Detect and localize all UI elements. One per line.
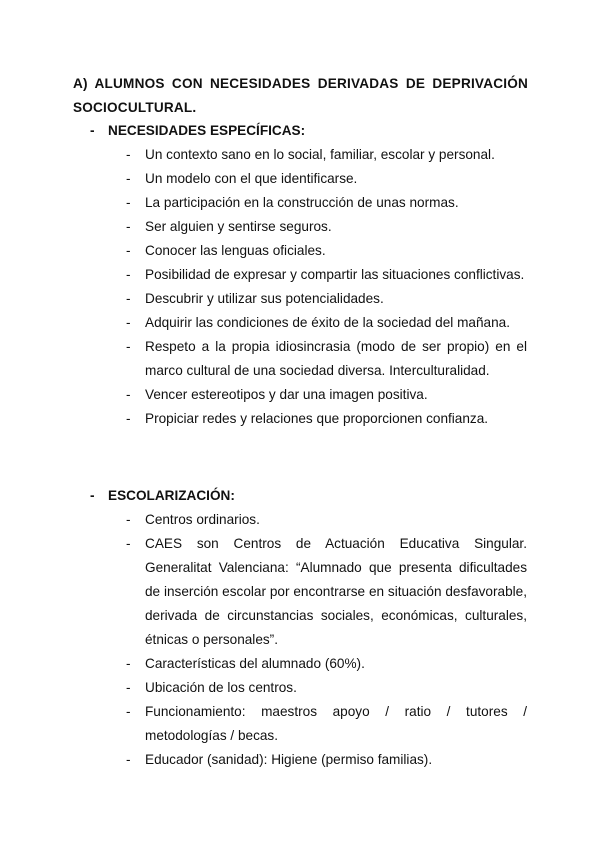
list-item bbox=[0, 652, 527, 676]
section-title: ESCOLARIZACIÓN: bbox=[108, 488, 235, 503]
list-bullet: - bbox=[126, 656, 131, 671]
list-bullet: - bbox=[126, 171, 131, 186]
list-item-text: CAES son Centros de Actuación Educativa Singular. Generalitat Valenciana: “Alumnado que presenta dificultades de inserción escolar por encontrarse en situación desfavorable, derivada de circunstancias sociales, económicas, culturales, étnicas o personales”. bbox=[145, 536, 527, 647]
list-item-text: Un contexto sano en lo social, familiar, escolar y personal. bbox=[145, 147, 495, 162]
list-item-text: Respeto a la propia idiosincrasia (modo de ser propio) en el marco cultural de una sociedad diversa. Interculturalidad. bbox=[145, 339, 527, 378]
list-item-text: Posibilidad de expresar y compartir las situaciones conflictivas. bbox=[145, 267, 525, 282]
section-title: NECESIDADES ESPECÍFICAS: bbox=[108, 123, 306, 138]
list-item-text: Conocer las lenguas oficiales. bbox=[145, 243, 326, 258]
list-item bbox=[0, 311, 527, 335]
list-item bbox=[0, 215, 527, 239]
section-heading bbox=[0, 119, 600, 143]
list-item bbox=[0, 143, 527, 167]
list-item bbox=[0, 191, 527, 215]
list-item bbox=[0, 263, 527, 287]
list-bullet: - bbox=[126, 291, 131, 306]
section-escolarizacion bbox=[0, 484, 600, 772]
list-item-text: Descubrir y utilizar sus potencialidades. bbox=[145, 291, 384, 306]
item-list bbox=[0, 508, 600, 772]
list-item bbox=[0, 748, 527, 772]
list-item bbox=[0, 532, 527, 652]
list-item bbox=[0, 383, 527, 407]
list-item-text: Ubicación de los centros. bbox=[145, 680, 297, 695]
list-item bbox=[0, 239, 527, 263]
list-bullet: - bbox=[126, 387, 131, 402]
list-item-text: Vencer estereotipos y dar una imagen positiva. bbox=[145, 387, 428, 402]
list-bullet: - bbox=[126, 512, 131, 527]
list-bullet: - bbox=[126, 243, 131, 258]
section-heading bbox=[0, 484, 600, 508]
list-item-text: La participación en la construcción de unas normas. bbox=[145, 195, 459, 210]
list-bullet: - bbox=[126, 339, 131, 354]
section-necesidades-especificas bbox=[0, 119, 600, 431]
list-bullet: - bbox=[126, 219, 131, 234]
list-item-text: Adquirir las condiciones de éxito de la sociedad del mañana. bbox=[145, 315, 510, 330]
list-item bbox=[0, 508, 527, 532]
list-bullet: - bbox=[126, 315, 131, 330]
list-item-text: Educador (sanidad): Higiene (permiso familias). bbox=[145, 752, 433, 767]
item-list bbox=[0, 143, 600, 431]
list-bullet: - bbox=[126, 411, 131, 426]
list-item-text: Centros ordinarios. bbox=[145, 512, 260, 527]
list-item-text: Ser alguien y sentirse seguros. bbox=[145, 219, 332, 234]
list-item bbox=[0, 167, 527, 191]
list-bullet: - bbox=[126, 195, 131, 210]
list-bullet: - bbox=[126, 680, 131, 695]
list-item-text: Un modelo con el que identificarse. bbox=[145, 171, 358, 186]
section-bullet: - bbox=[90, 123, 95, 138]
list-item bbox=[0, 700, 527, 748]
list-bullet: - bbox=[126, 147, 131, 162]
list-bullet: - bbox=[126, 752, 131, 767]
list-bullet: - bbox=[126, 536, 131, 551]
list-item-text: Características del alumnado (60%). bbox=[145, 656, 365, 671]
section-bullet: - bbox=[90, 488, 95, 503]
page-heading: A) ALUMNOS CON NECESIDADES DERIVADAS DE DEPRIVACIÓN SOCIOCULTURAL. bbox=[73, 76, 528, 115]
list-item bbox=[0, 676, 527, 700]
list-item-text: Propiciar redes y relaciones que proporcionen confianza. bbox=[145, 411, 489, 426]
list-bullet: - bbox=[126, 704, 131, 719]
list-item bbox=[0, 287, 527, 311]
list-item bbox=[0, 407, 527, 431]
list-bullet: - bbox=[126, 267, 131, 282]
list-item bbox=[0, 335, 527, 383]
list-item-text: Funcionamiento: maestros apoyo / ratio / tutores / metodologías / becas. bbox=[145, 704, 527, 743]
